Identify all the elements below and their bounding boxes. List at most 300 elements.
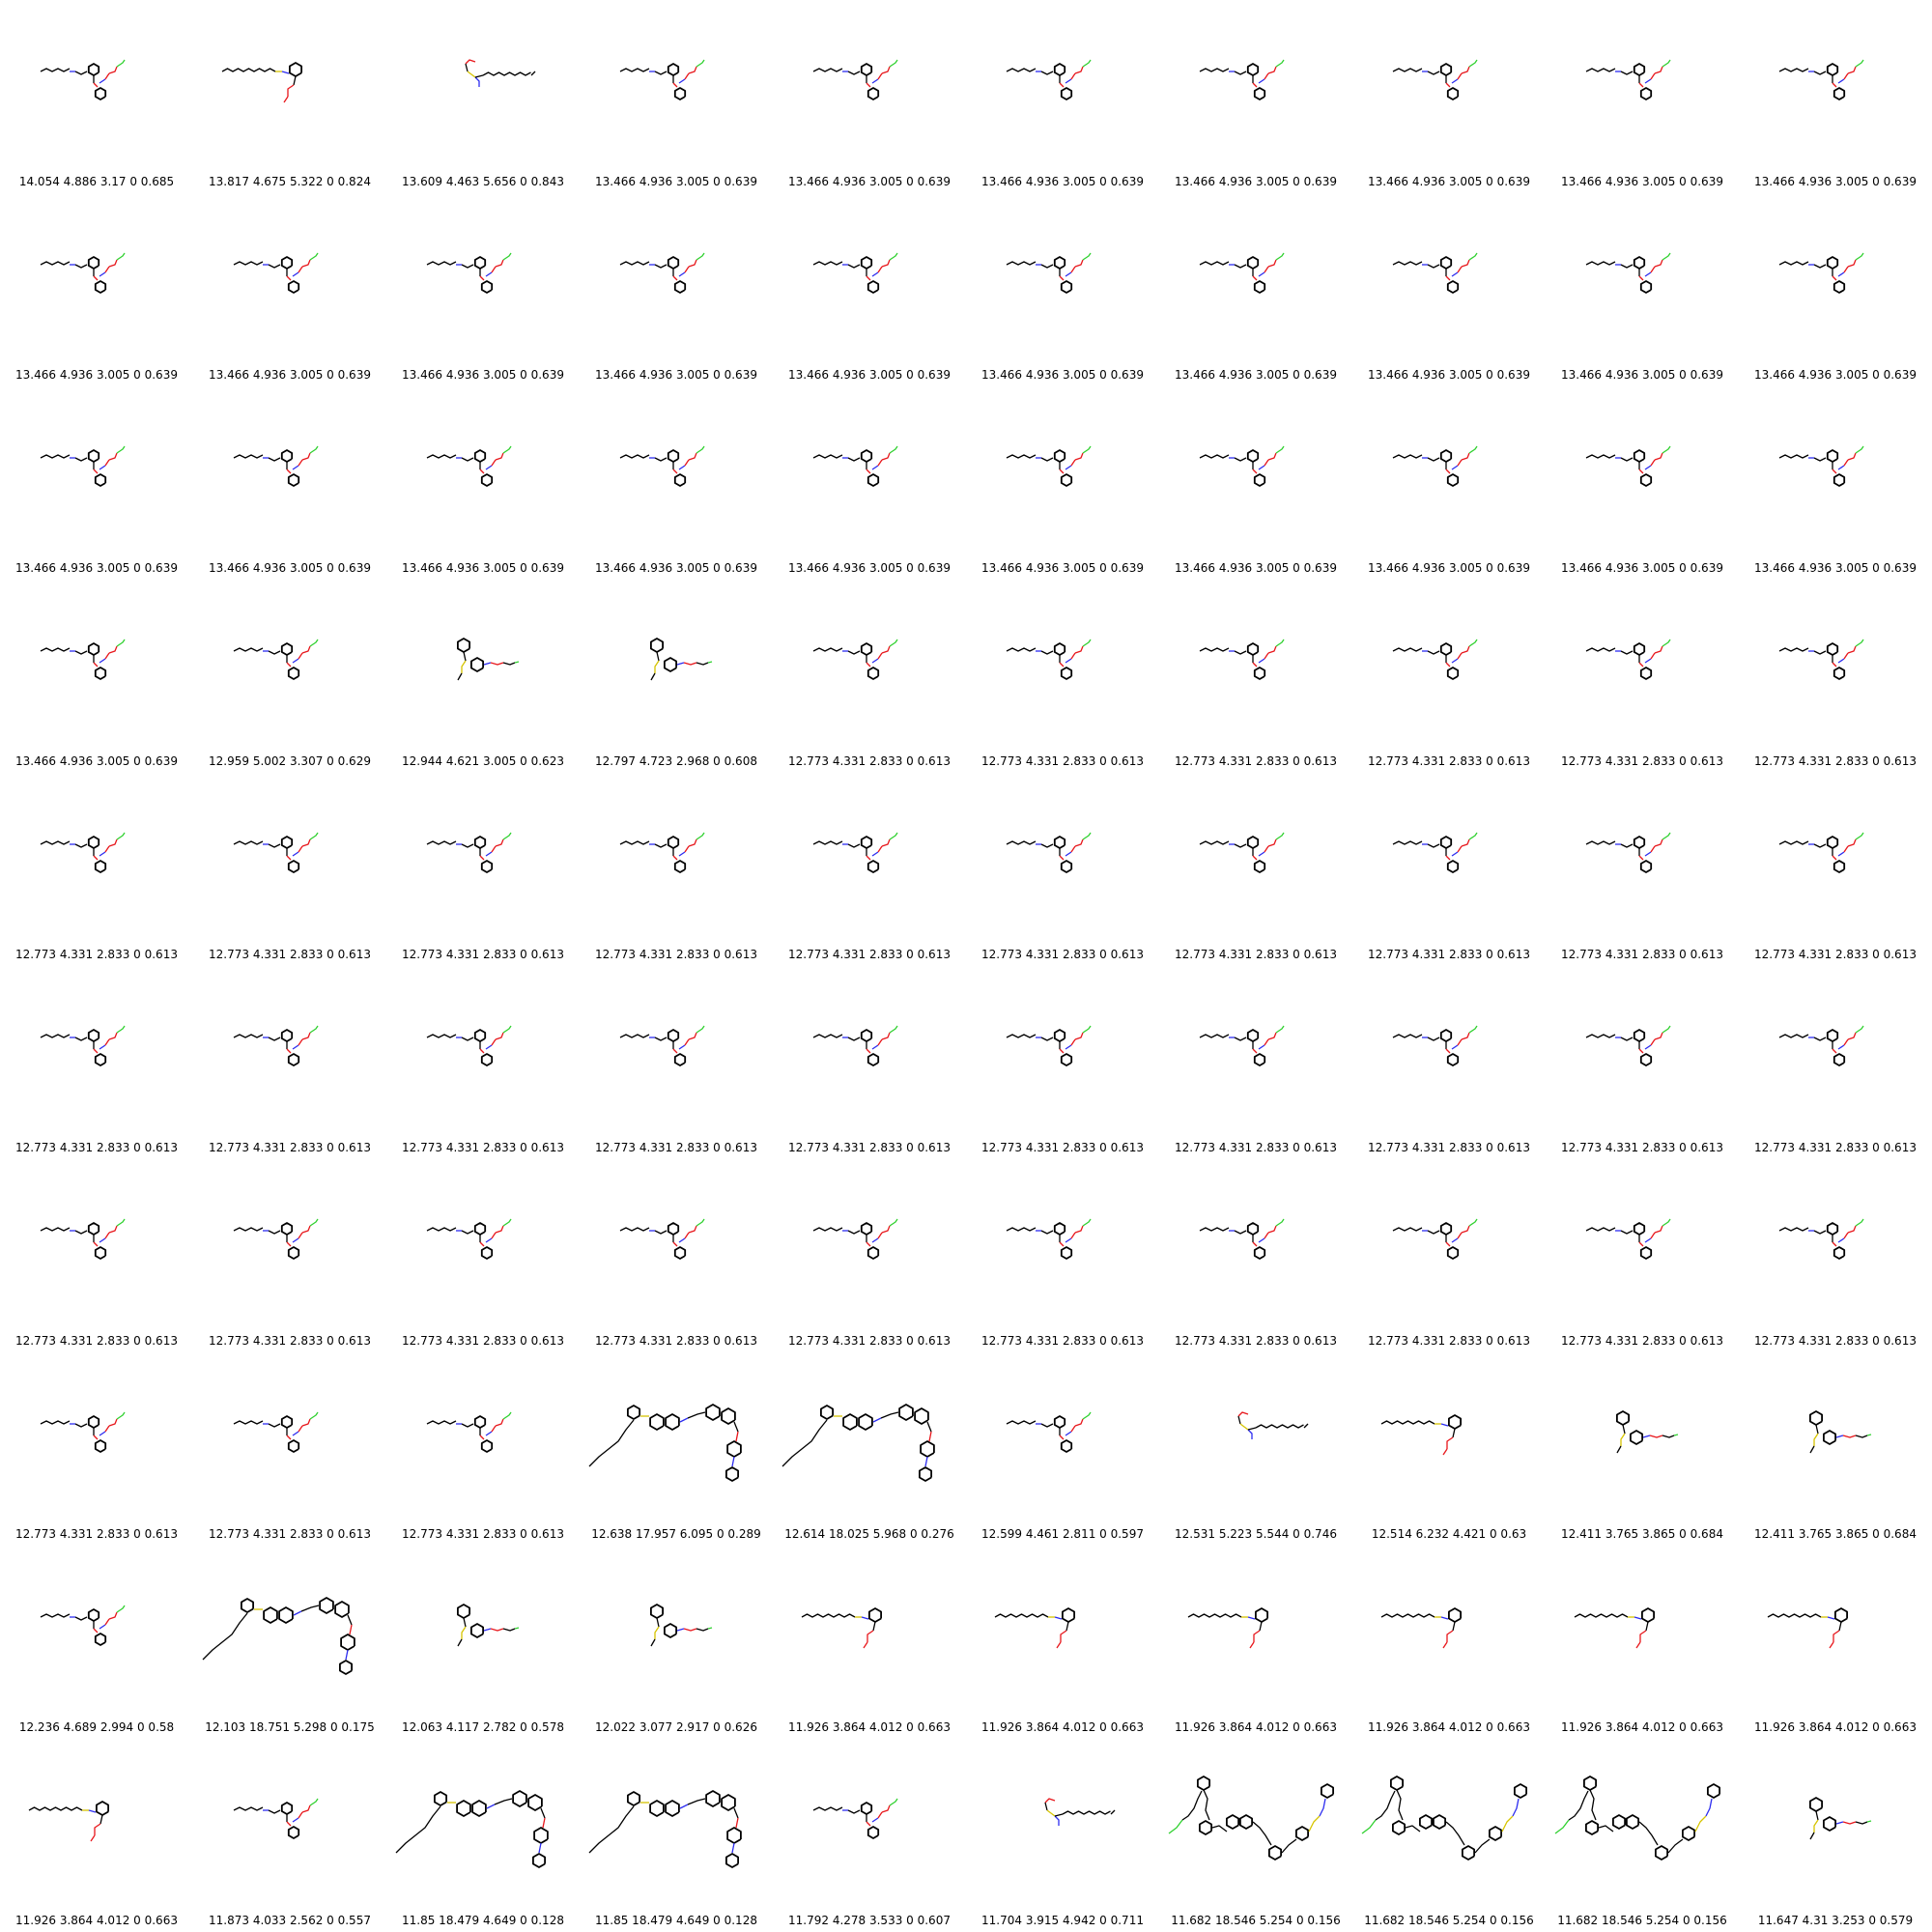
chain-bond — [1238, 1416, 1240, 1424]
ring-bond — [1641, 88, 1651, 99]
chain-bond — [1779, 648, 1808, 651]
ring-bond — [1449, 1608, 1461, 1622]
chain-bond — [1639, 469, 1643, 473]
chain-bond — [531, 71, 535, 75]
chain-bond — [673, 276, 677, 280]
chain-bond — [1848, 260, 1856, 267]
chain-bond — [1706, 1799, 1712, 1816]
chain-bond — [655, 1231, 667, 1234]
chain-bond — [1041, 651, 1053, 654]
chain-bond — [234, 262, 263, 265]
ring-bond — [1248, 450, 1258, 462]
molecule-caption: 12.773 4.331 2.833 0 0.613 — [1561, 1334, 1723, 1348]
chain-bond — [684, 663, 696, 665]
molecule-structure — [193, 966, 386, 1121]
chain-bond — [75, 1424, 87, 1427]
chain-bond — [287, 276, 291, 280]
chain-bond — [486, 272, 492, 276]
ring-bond — [1613, 1815, 1625, 1829]
chain-bond — [1083, 639, 1091, 646]
chain-bond — [848, 844, 860, 847]
chain-bond — [782, 1420, 827, 1466]
ring-bond — [482, 1247, 492, 1259]
chain-bond — [1469, 60, 1477, 67]
ring-bond — [482, 1440, 492, 1452]
molecule-caption: 12.773 4.331 2.833 0 0.613 — [981, 1334, 1144, 1348]
chain-bond — [427, 1421, 456, 1424]
chain-bond — [1007, 1228, 1036, 1231]
chain-bond — [1833, 856, 1836, 860]
chain-bond — [466, 64, 468, 71]
chain-bond — [1621, 844, 1633, 847]
ring-bond — [1634, 837, 1644, 848]
chain-bond — [1848, 646, 1856, 653]
chain-bond — [1055, 1816, 1059, 1826]
chain-bond — [1045, 1799, 1055, 1803]
ring-bond — [289, 1440, 298, 1452]
chain-bond — [1651, 653, 1655, 659]
molecule-caption: 13.466 4.936 3.005 0 0.639 — [1368, 561, 1530, 575]
molecule-structure — [1739, 193, 1932, 348]
molecule-structure — [386, 386, 580, 541]
chain-bond — [734, 1808, 738, 1818]
chain-bond — [302, 453, 310, 460]
molecule-structure — [1159, 193, 1352, 348]
chain-bond — [1462, 1226, 1469, 1233]
molecule-structure — [1739, 1352, 1932, 1507]
chain-bond — [1071, 73, 1075, 79]
chain-bond — [1268, 646, 1276, 653]
chain-bond — [486, 466, 492, 469]
chain-bond — [203, 1613, 247, 1660]
molecule-structure — [966, 0, 1159, 155]
chain-bond — [99, 272, 105, 276]
chain-bond — [1200, 841, 1229, 844]
chain-bond — [620, 262, 649, 265]
chain-bond — [1065, 466, 1071, 469]
chain-bond — [1253, 1242, 1257, 1246]
chain-bond — [302, 260, 310, 267]
chain-bond — [1458, 653, 1462, 659]
molecule-caption: 13.466 4.936 3.005 0 0.639 — [15, 368, 178, 382]
ring-bond — [1834, 668, 1844, 679]
chain-bond — [543, 1818, 545, 1828]
ring-bond — [89, 1609, 99, 1621]
chain-bond — [293, 272, 298, 276]
chain-bond — [1111, 1810, 1115, 1814]
chain-bond — [1623, 1425, 1625, 1434]
ring-bond — [1391, 1776, 1403, 1790]
molecule-cell — [1739, 1159, 1932, 1352]
chain-bond — [651, 673, 655, 680]
chain-bond — [1235, 651, 1246, 654]
chain-bond — [1276, 639, 1284, 646]
chain-bond — [1055, 1814, 1063, 1816]
molecule-caption: 11.926 3.864 4.012 0 0.663 — [15, 1914, 178, 1927]
chain-bond — [1639, 1822, 1658, 1845]
molecule-caption: 12.773 4.331 2.833 0 0.613 — [1175, 754, 1337, 768]
chain-bond — [1041, 71, 1053, 74]
chain-bond — [1586, 262, 1615, 265]
chain-bond — [234, 841, 263, 844]
chain-bond — [464, 652, 466, 661]
chain-bond — [1264, 1039, 1268, 1045]
ring-bond — [1063, 1608, 1074, 1622]
chain-bond — [1075, 67, 1083, 73]
ring-bond — [1641, 861, 1651, 872]
molecule-caption: 12.773 4.331 2.833 0 0.613 — [209, 1334, 371, 1348]
molecule-cell — [1546, 966, 1739, 1159]
chain-bond — [1075, 1419, 1083, 1426]
molecule-structure — [580, 580, 773, 734]
chain-bond — [105, 846, 109, 852]
chain-bond — [1007, 262, 1036, 265]
chain-bond — [287, 856, 291, 860]
chain-bond — [927, 1422, 931, 1432]
chain-bond — [696, 1219, 704, 1226]
chain-bond — [872, 1818, 878, 1822]
molecule-structure — [193, 193, 386, 348]
molecule-cell — [1546, 1546, 1739, 1739]
molecule-caption: 13.466 4.936 3.005 0 0.639 — [788, 175, 951, 188]
ring-bond — [1062, 668, 1071, 679]
chain-bond — [1816, 1811, 1818, 1820]
molecule-structure — [966, 1352, 1159, 1507]
chain-bond — [1856, 1219, 1863, 1226]
ring-bond — [96, 1634, 105, 1645]
ring-bond — [651, 1605, 663, 1618]
chain-bond — [1844, 1039, 1848, 1045]
ring-bond — [868, 281, 878, 293]
ring-bond — [1634, 1030, 1644, 1041]
chain-bond — [287, 1242, 291, 1246]
molecule-cell — [0, 386, 193, 580]
molecule-cell — [773, 1352, 966, 1546]
chain-bond — [462, 265, 473, 268]
chain-bond — [1182, 1791, 1202, 1820]
ring-bond — [1256, 1608, 1267, 1622]
chain-bond — [1446, 663, 1450, 667]
chain-bond — [1428, 844, 1439, 847]
molecule-caption: 12.614 18.025 5.968 0 0.276 — [784, 1527, 954, 1541]
chain-bond — [813, 455, 842, 458]
molecule-structure — [1739, 1159, 1932, 1314]
chain-bond — [1639, 1242, 1643, 1246]
chain-bond — [1446, 469, 1450, 473]
chain-bond — [689, 1226, 696, 1233]
molecule-cell — [1159, 580, 1352, 773]
chain-bond — [1662, 1219, 1670, 1226]
chain-bond — [867, 1242, 870, 1246]
ring-bond — [475, 257, 485, 269]
chain-bond — [350, 1625, 352, 1634]
ring-bond — [706, 1791, 720, 1806]
molecule-caption: 12.773 4.331 2.833 0 0.613 — [1368, 754, 1530, 768]
chain-bond — [105, 1039, 109, 1045]
molecule-cell — [0, 1352, 193, 1546]
molecule-structure — [0, 773, 193, 927]
chain-bond — [620, 455, 649, 458]
chain-bond — [1075, 260, 1083, 267]
chain-bond — [427, 455, 456, 458]
chain-bond — [1260, 1622, 1262, 1631]
chain-bond — [1833, 1631, 1839, 1642]
molecule-cell — [773, 773, 966, 966]
molecule-cell — [386, 966, 580, 1159]
chain-bond — [1462, 839, 1469, 846]
chain-bond — [1204, 1790, 1209, 1820]
chain-bond — [867, 856, 870, 860]
ring-bond — [1441, 257, 1451, 269]
chain-bond — [1651, 1039, 1655, 1045]
chain-bond — [1071, 460, 1075, 466]
chain-bond — [1446, 276, 1450, 280]
chain-bond — [75, 71, 87, 74]
molecule-cell — [0, 966, 193, 1159]
chain-bond — [1075, 839, 1083, 846]
molecule-caption: 13.466 4.936 3.005 0 0.639 — [402, 561, 564, 575]
molecule-cell — [1352, 1739, 1546, 1932]
chain-bond — [1259, 466, 1264, 469]
chain-bond — [878, 267, 882, 272]
chain-bond — [1248, 1430, 1252, 1439]
chain-bond — [109, 1419, 117, 1426]
ring-bond — [650, 1801, 664, 1816]
chain-bond — [1617, 1446, 1621, 1453]
molecule-cell — [966, 580, 1159, 773]
chain-bond — [673, 469, 677, 473]
chain-bond — [1212, 1826, 1227, 1832]
ring-bond — [1393, 1821, 1405, 1834]
ring-bond — [915, 1408, 928, 1424]
chain-bond — [1188, 1614, 1241, 1617]
molecule-caption: 12.773 4.331 2.833 0 0.613 — [1175, 948, 1337, 961]
ring-bond — [862, 64, 871, 75]
molecule-structure — [193, 1546, 386, 1700]
chain-bond — [1838, 1045, 1844, 1049]
chain-bond — [1060, 856, 1064, 860]
chain-bond — [287, 663, 291, 667]
molecule-caption: 12.773 4.331 2.833 0 0.613 — [1561, 1141, 1723, 1154]
ring-bond — [1834, 281, 1844, 293]
chain-bond — [287, 1049, 291, 1053]
chain-bond — [99, 1045, 105, 1049]
chain-bond — [492, 460, 496, 466]
chain-bond — [878, 653, 882, 659]
chain-bond — [1268, 260, 1276, 267]
chain-bond — [1575, 1614, 1628, 1617]
molecule-caption: 13.466 4.936 3.005 0 0.639 — [595, 561, 757, 575]
molecule-caption: 12.773 4.331 2.833 0 0.613 — [402, 1141, 564, 1154]
chain-bond — [117, 60, 125, 67]
molecule-caption: 13.466 4.936 3.005 0 0.639 — [1561, 175, 1723, 188]
molecule-cell — [1352, 773, 1546, 966]
chain-bond — [1569, 1791, 1588, 1820]
chain-bond — [1083, 253, 1091, 260]
ring-bond — [1634, 64, 1644, 75]
chain-bond — [1452, 272, 1458, 276]
molecule-structure — [1352, 966, 1546, 1121]
chain-bond — [1055, 1617, 1062, 1619]
molecule-cell — [1352, 580, 1546, 773]
chain-bond — [75, 458, 87, 461]
ring-bond — [1248, 837, 1258, 848]
ring-bond — [282, 643, 292, 655]
chain-bond — [1061, 1631, 1066, 1642]
ring-bond — [862, 837, 871, 848]
chain-bond — [234, 1421, 263, 1424]
chain-bond — [873, 1622, 875, 1631]
chain-bond — [1839, 1622, 1841, 1631]
molecule-caption: 13.817 4.675 5.322 0 0.824 — [209, 175, 371, 188]
chain-bond — [1393, 648, 1422, 651]
chain-bond — [1250, 1642, 1254, 1648]
ring-bond — [1828, 643, 1837, 655]
chain-bond — [1844, 267, 1848, 272]
chain-bond — [302, 1805, 310, 1812]
chain-bond — [1083, 446, 1091, 453]
chain-bond — [890, 833, 897, 839]
chain-bond — [462, 458, 473, 461]
chain-bond — [1276, 60, 1284, 67]
ring-bond — [666, 1414, 679, 1430]
chain-bond — [813, 648, 842, 651]
molecule-caption: 12.773 4.331 2.833 0 0.613 — [1175, 1334, 1337, 1348]
chain-bond — [1381, 1421, 1435, 1424]
ring-bond — [1828, 1223, 1837, 1235]
molecule-structure — [966, 1739, 1159, 1893]
chain-bond — [673, 83, 677, 87]
molecule-structure — [580, 1546, 773, 1700]
molecule-caption: 12.773 4.331 2.833 0 0.613 — [209, 1141, 371, 1154]
chain-bond — [1264, 846, 1268, 852]
molecule-caption: 12.531 5.223 5.544 0 0.746 — [1175, 1527, 1337, 1541]
chain-bond — [1779, 841, 1808, 844]
chain-bond — [1621, 1037, 1633, 1040]
molecule-cell — [1739, 580, 1932, 773]
molecule-cell — [193, 773, 386, 966]
molecule-cell — [1352, 386, 1546, 580]
chain-bond — [1833, 83, 1836, 87]
chain-bond — [1259, 79, 1264, 83]
molecule-structure — [966, 580, 1159, 734]
molecule-caption: 11.792 4.278 3.533 0 0.607 — [788, 1914, 951, 1927]
chain-bond — [1590, 1790, 1596, 1820]
molecule-cell — [0, 0, 193, 193]
chain-bond — [462, 1231, 473, 1234]
chain-bond — [100, 1815, 102, 1824]
chain-bond — [1282, 1839, 1296, 1853]
molecule-cell — [193, 193, 386, 386]
chain-bond — [867, 1049, 870, 1053]
chain-bond — [480, 276, 484, 280]
molecule-structure — [773, 580, 966, 734]
chain-bond — [1083, 1219, 1091, 1226]
molecule-cell — [773, 1159, 966, 1352]
molecule-structure — [0, 386, 193, 541]
ring-bond — [1255, 1247, 1264, 1259]
chain-bond — [890, 446, 897, 453]
chain-bond — [1041, 1231, 1053, 1234]
chain-bond — [503, 253, 511, 260]
chain-bond — [734, 1422, 738, 1432]
chain-bond — [1586, 648, 1615, 651]
ring-bond — [89, 643, 99, 655]
molecule-cell — [773, 193, 966, 386]
molecule-structure — [1546, 773, 1739, 927]
molecule-caption: 12.773 4.331 2.833 0 0.613 — [402, 948, 564, 961]
chain-bond — [1075, 1033, 1083, 1039]
molecule-caption: 12.773 4.331 2.833 0 0.613 — [1754, 1334, 1917, 1348]
ring-bond — [1810, 1411, 1822, 1425]
chain-bond — [929, 1432, 931, 1441]
chain-bond — [1462, 67, 1469, 73]
chain-bond — [1458, 73, 1462, 79]
chain-bond — [890, 253, 897, 260]
molecule-caption: 12.103 18.751 5.298 0 0.175 — [205, 1720, 375, 1734]
chain-bond — [298, 846, 302, 852]
chain-bond — [864, 1642, 867, 1648]
chain-bond — [655, 71, 667, 74]
ring-bond — [1834, 861, 1844, 872]
ring-bond — [289, 1827, 298, 1838]
chain-bond — [1304, 1424, 1308, 1428]
chain-bond — [1452, 852, 1458, 856]
chain-bond — [99, 1238, 105, 1242]
chain-bond — [1856, 1435, 1867, 1437]
ring-bond — [1634, 1223, 1644, 1235]
molecule-cell — [580, 1546, 773, 1739]
molecule-structure — [1352, 1159, 1546, 1314]
ring-bond — [1248, 64, 1258, 75]
chain-bond — [1447, 1437, 1453, 1449]
ring-bond — [722, 1408, 735, 1424]
molecule-structure — [386, 580, 580, 734]
molecule-structure — [1546, 1546, 1739, 1700]
chain-bond — [1065, 1432, 1071, 1435]
chain-bond — [310, 253, 318, 260]
chain-bond — [298, 1812, 302, 1818]
ring-bond — [726, 1854, 738, 1867]
molecule-structure — [0, 966, 193, 1121]
chain-bond — [1469, 639, 1477, 646]
chain-bond — [1276, 1026, 1284, 1033]
chain-bond — [1856, 253, 1863, 260]
chain-bond — [94, 1629, 98, 1633]
chain-bond — [462, 661, 466, 673]
chain-bond — [1381, 1614, 1435, 1617]
molecule-caption: 12.797 4.723 2.968 0 0.608 — [595, 754, 757, 768]
ring-bond — [97, 1802, 108, 1815]
ring-bond — [921, 1441, 934, 1457]
molecule-structure — [386, 1159, 580, 1314]
chain-bond — [655, 1627, 659, 1639]
ring-bond — [1055, 64, 1065, 75]
chain-bond — [1645, 1238, 1651, 1242]
chain-bond — [75, 844, 87, 847]
chain-bond — [480, 1049, 484, 1053]
molecule-caption: 11.704 3.915 4.942 0 0.711 — [981, 1914, 1144, 1927]
ring-bond — [320, 1598, 333, 1613]
chain-bond — [1668, 1839, 1683, 1853]
molecule-cell — [386, 773, 580, 966]
ring-bond — [868, 861, 878, 872]
chain-bond — [882, 839, 890, 846]
chain-bond — [688, 1412, 705, 1418]
molecule-cell — [386, 1352, 580, 1546]
chain-bond — [1240, 1424, 1248, 1430]
chain-bond — [1856, 1026, 1863, 1033]
